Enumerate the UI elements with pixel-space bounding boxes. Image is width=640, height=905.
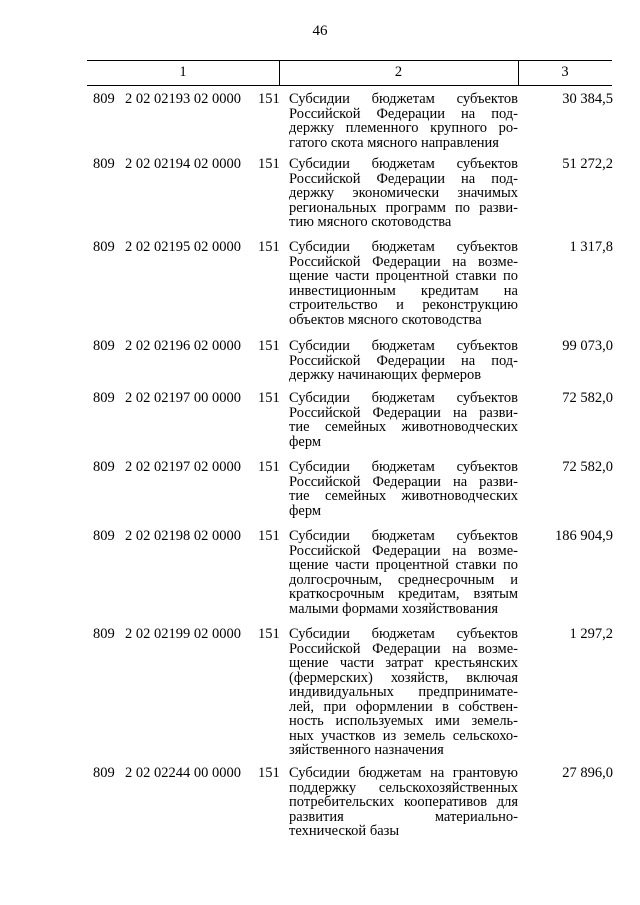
description-line: строительство и реконструкцию: [289, 297, 518, 313]
page-number: 46: [312, 23, 328, 39]
description: [289, 529, 518, 616]
admin-code: 809: [93, 91, 115, 107]
description-line: тию мясного скотоводства: [289, 214, 452, 230]
description-line: индивидуальных предпринимате-: [289, 684, 518, 700]
description-line: Субсидии бюджетам субъектов: [289, 390, 518, 406]
admin-code: 809: [93, 156, 115, 172]
amount: 1 297,2: [569, 626, 613, 642]
description: [289, 766, 518, 839]
admin-code: 809: [93, 338, 115, 354]
amount: 1 317,8: [569, 239, 613, 255]
kind-code: 151: [258, 528, 280, 544]
description: [289, 240, 518, 327]
amount: 72 582,0: [562, 390, 613, 406]
amount: 27 896,0: [562, 765, 613, 781]
description-line: краткосрочным кредитам, взятым: [289, 586, 518, 602]
kind-code: 151: [258, 626, 280, 642]
description-line: ность используемых ими земель-: [289, 713, 518, 729]
kind-code: 151: [258, 239, 280, 255]
admin-code: 809: [93, 528, 115, 544]
admin-code: 809: [93, 239, 115, 255]
admin-code: 809: [93, 626, 115, 642]
description: [289, 339, 518, 383]
description-line: Субсидии бюджетам субъектов: [289, 626, 518, 642]
header-col-1: 1: [179, 64, 187, 80]
description-line: гатого скота мясного направления: [289, 134, 499, 151]
description-line: Российской Федерации на под-: [289, 105, 518, 122]
description-line: потребительских кооперативов для: [289, 794, 518, 810]
description-line: Субсидии бюджетам субъектов: [289, 91, 518, 107]
description-line: щение части процентной ставки по: [289, 557, 518, 573]
description-line: развития материально-: [289, 808, 518, 825]
revenue-code: 2 02 02194 02 0000: [125, 156, 241, 172]
description-line: технической базы: [289, 823, 400, 839]
header-col-2: 2: [394, 64, 403, 80]
description-line: зяйственного назначения: [289, 742, 444, 758]
description-line: долгосрочным, среднесрочным и: [289, 571, 518, 588]
description-line: Российской Федерации на разви-: [289, 473, 518, 490]
kind-code: 151: [258, 156, 280, 172]
description-line: Субсидии бюджетам на грантовую: [289, 765, 518, 781]
kind-code: 151: [258, 765, 280, 781]
revenue-code: 2 02 02193 02 0000: [125, 91, 241, 107]
revenue-code: 2 02 02197 02 0000: [125, 459, 241, 475]
description-line: (фермерских) хозяйств, включая: [289, 669, 518, 686]
revenue-code: 2 02 02244 00 0000: [125, 765, 241, 781]
admin-code: 809: [93, 765, 115, 781]
description-line: Субсидии бюджетам субъектов: [289, 459, 518, 475]
description: [289, 391, 518, 449]
revenue-code: 2 02 02199 02 0000: [125, 626, 241, 642]
description: [289, 92, 518, 150]
header-col-3: 3: [561, 64, 569, 80]
description-line: ферм: [289, 433, 322, 450]
description-line: Российской Федерации на разви-: [289, 404, 518, 421]
revenue-code: 2 02 02197 00 0000: [125, 390, 241, 406]
description-line: тие семейных животноводческих: [289, 488, 518, 504]
description-line: региональных программ по разви-: [289, 199, 518, 216]
amount: 99 073,0: [562, 338, 613, 354]
description-line: ных участков из земель сельскохо-: [289, 727, 518, 744]
description-line: щение части процентной ставки по: [289, 268, 518, 284]
kind-code: 151: [258, 338, 280, 354]
description-line: инвестиционным кредитам на: [289, 282, 518, 299]
description-line: поддержку сельскохозяйственных: [289, 779, 518, 796]
description-line: Субсидии бюджетам субъектов: [289, 239, 518, 255]
table-header: [87, 60, 612, 86]
description-line: малыми формами хозяйствования: [289, 600, 499, 617]
description-line: лей, при оформлении в собствен-: [289, 698, 518, 715]
admin-code: 809: [93, 390, 115, 406]
description-line: Российской Федерации на возме-: [289, 253, 518, 270]
description: [289, 627, 518, 758]
revenue-code: 2 02 02198 02 0000: [125, 528, 241, 544]
description-line: объектов мясного скотоводства: [289, 311, 482, 328]
kind-code: 151: [258, 91, 280, 107]
revenue-code: 2 02 02195 02 0000: [125, 239, 241, 255]
amount: 51 272,2: [562, 156, 613, 172]
description-line: Российской Федерации на возме-: [289, 640, 518, 657]
kind-code: 151: [258, 459, 280, 475]
description-line: Субсидии бюджетам субъектов: [289, 156, 518, 172]
description-line: Субсидии бюджетам субъектов: [289, 338, 518, 354]
description-line: держку экономически значимых: [289, 185, 518, 201]
description-line: щение части затрат крестьянских: [289, 655, 518, 671]
revenue-code: 2 02 02196 02 0000: [125, 338, 241, 354]
description-line: тие семейных животноводческих: [289, 419, 518, 435]
description-line: Российской Федерации на под-: [289, 352, 518, 369]
description-line: Субсидии бюджетам субъектов: [289, 528, 518, 544]
amount: 72 582,0: [562, 459, 613, 475]
kind-code: 151: [258, 390, 280, 406]
description: [289, 460, 518, 518]
description-line: Российской Федерации на под-: [289, 170, 518, 187]
admin-code: 809: [93, 459, 115, 475]
amount: 186 904,9: [555, 528, 613, 544]
description-line: держку племенного крупного ро-: [289, 120, 518, 136]
description-line: ферм: [289, 502, 322, 519]
description-line: держку начинающих фермеров: [289, 367, 482, 383]
description: [289, 157, 518, 230]
amount: 30 384,5: [562, 91, 613, 107]
description-line: Российской Федерации на возме-: [289, 542, 518, 559]
